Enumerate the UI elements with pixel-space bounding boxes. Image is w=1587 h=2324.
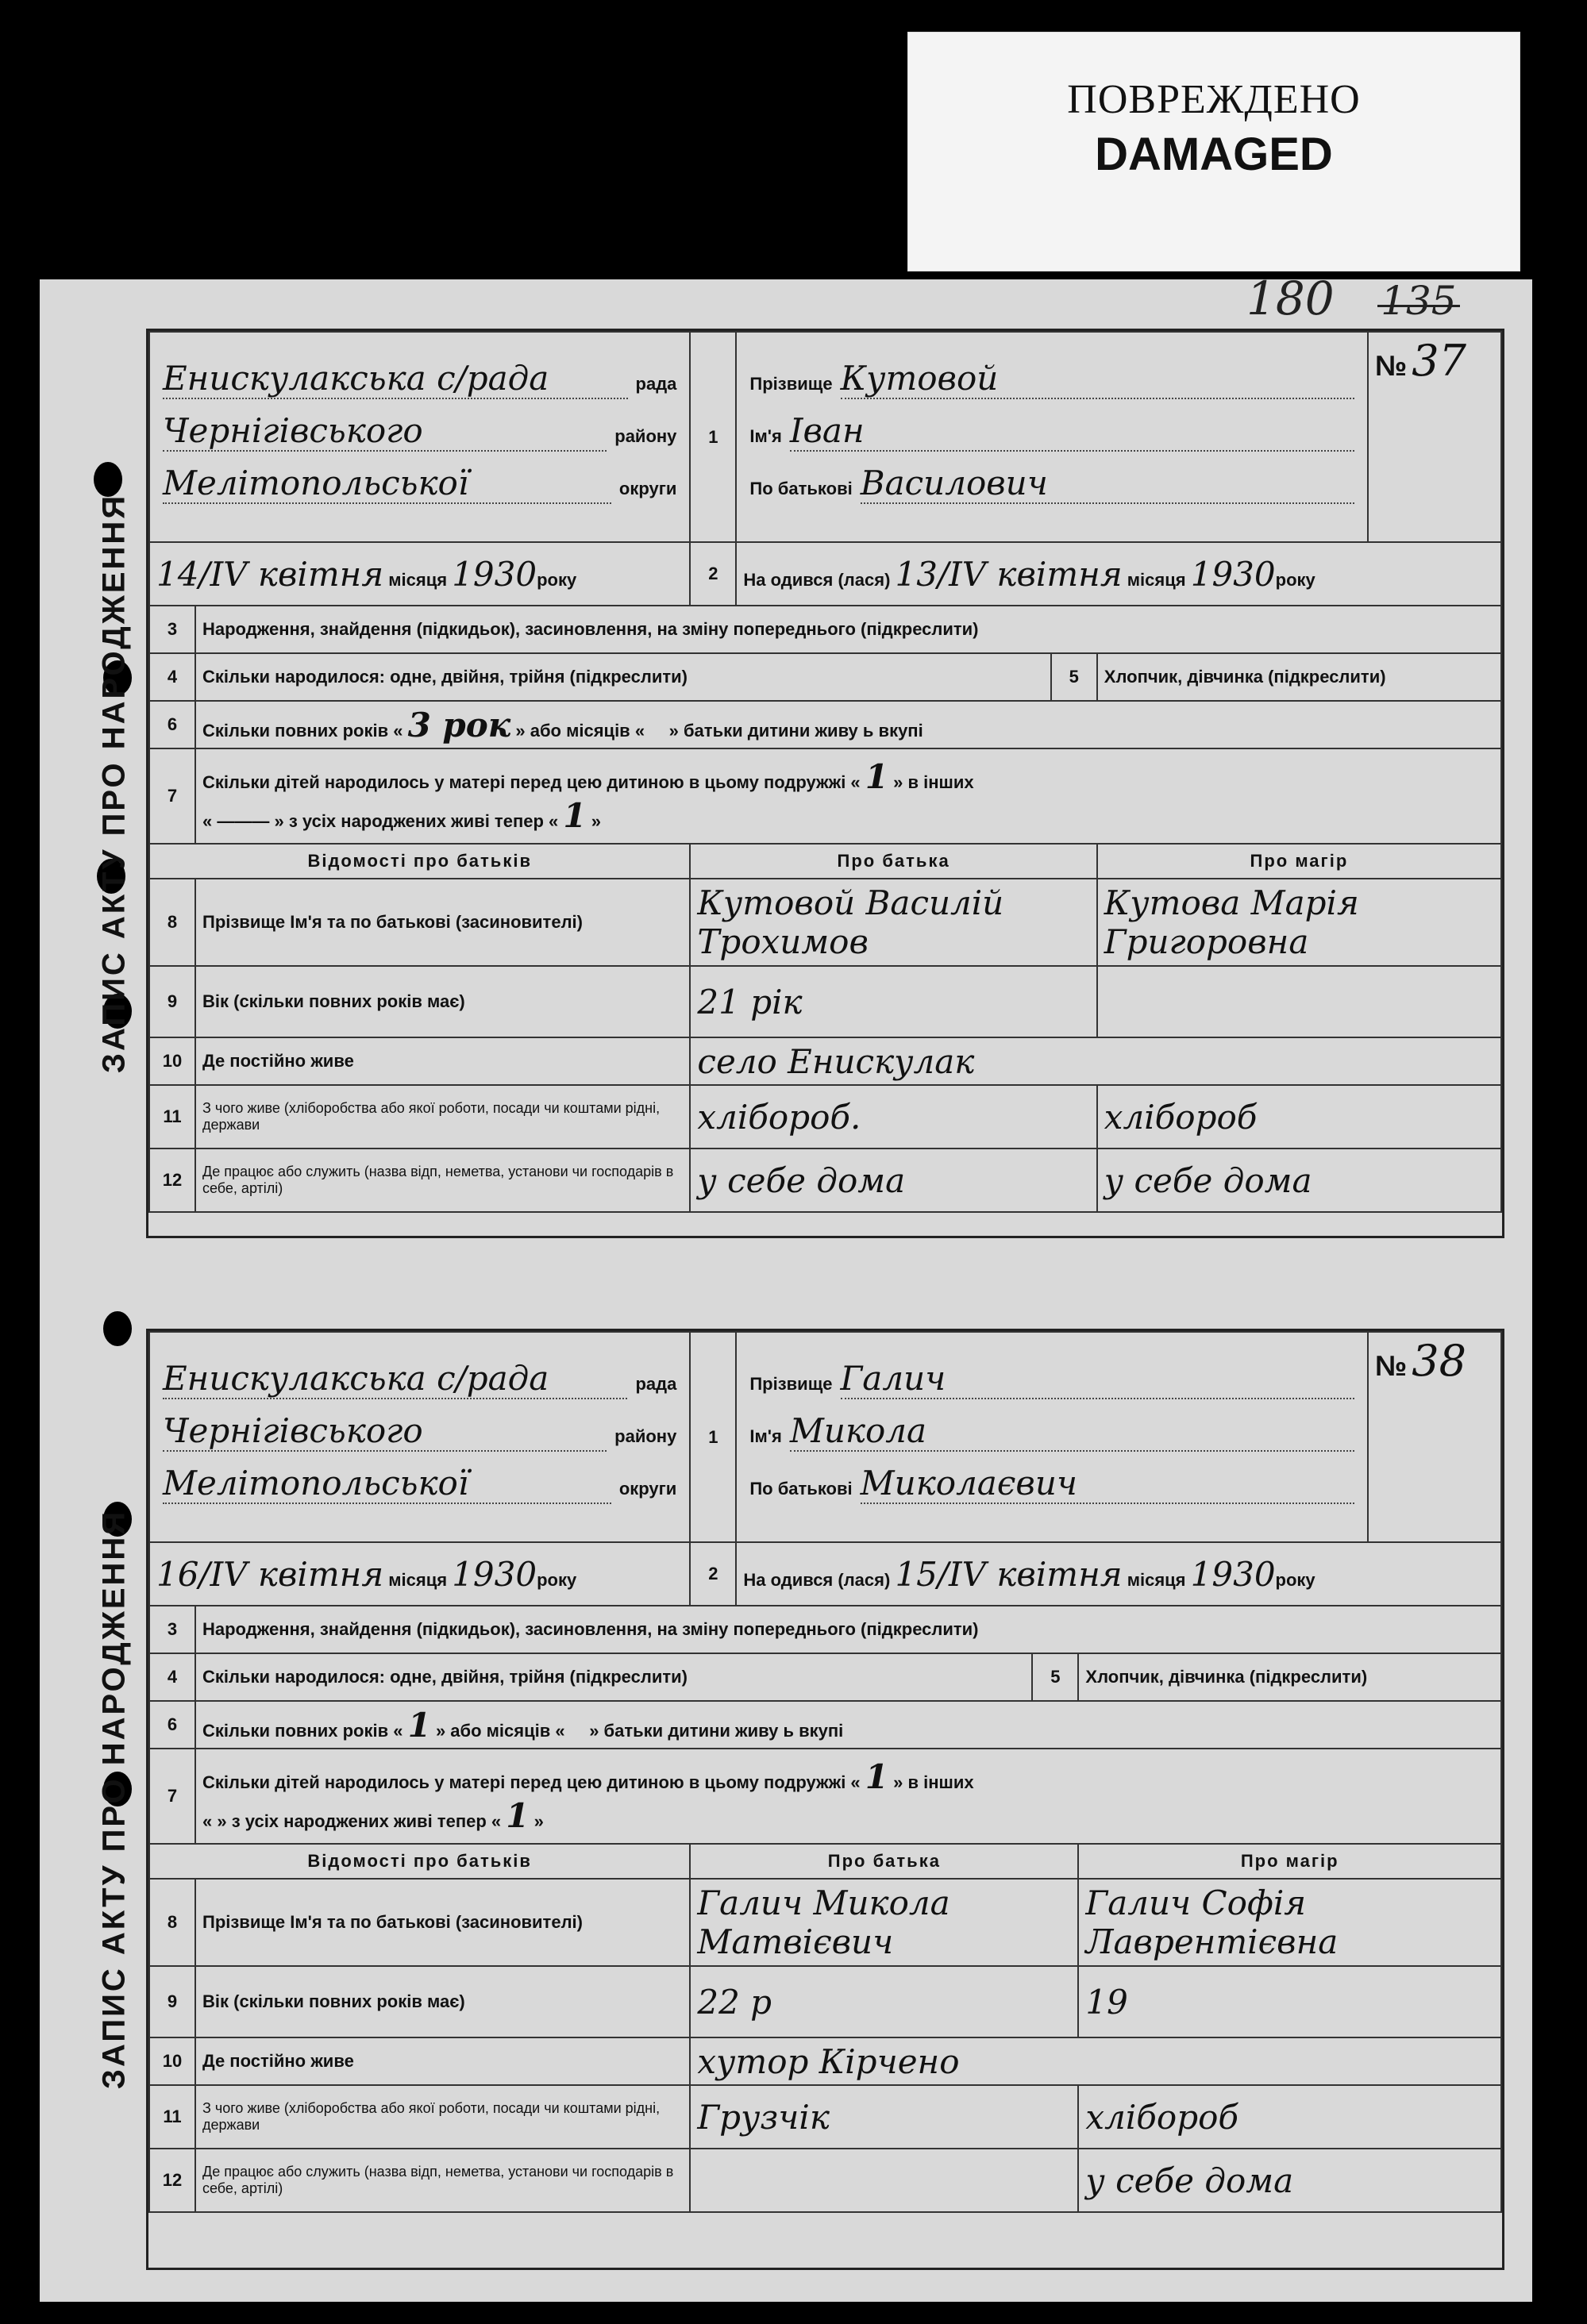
residence: село Енискулак (690, 1037, 1501, 1085)
child-name-block: Прізвище Галич Ім'я Микола По батькові Миколаєвич (736, 1332, 1368, 1542)
archive-number (1246, 271, 1457, 325)
stamp-en: DAMAGED (1095, 129, 1333, 180)
stamp-ua: ПОВРЕЖДЕНО (1067, 77, 1361, 122)
registry-block: Енискулакська с/рада рада Чернігівського району Мелітопольської округи (149, 1332, 690, 1542)
record-number: № 38 (1368, 1332, 1501, 1542)
okrug: Мелітопольської (163, 1464, 611, 1504)
registration-date: 14/IV квітня місяця 1930року (149, 542, 690, 606)
residence: хутор Кірчено (690, 2037, 1501, 2085)
row-6: Скільки повних років « 3 рок » або місяців « » батьки дитини живу ь вкупі (195, 701, 1501, 748)
father-occupation: Грузчік (690, 2085, 1078, 2149)
row-4: Скільки народилося: одне, двійня, трійня (підкреслити) (195, 1653, 1032, 1701)
father-age: 22 р (690, 1966, 1078, 2037)
child-surname: Галич (841, 1359, 1355, 1399)
row-4: Скільки народилося: одне, двійня, трійня (підкреслити) (195, 653, 1051, 701)
row-3: Народження, знайдення (підкидьок), засиновлення, на зміну попереднього (підкреслити) (195, 606, 1501, 653)
father-name: Кутовой Василій Трохимов (690, 879, 1096, 966)
child-name: Микола (790, 1411, 1354, 1452)
record-form: Енискулакська с/рада рада Чернігівського району Мелітопольської округи 1 Прізвище Галич Ім'я Микола По батькові Миколаєвич № 38 16/IV квітня місяця 1930року 2 На одився (лася) 15/IV квітня місяця 1930року 3 Народження, знайдення (підкидьок), засиновлення, на зміну попереднього (підкреслити) 4 Скільки народилося: одне, двійня, трійня (підкреслити) 5 Хлопчик, дівчинка (підкреслити) 6 Скільки повних років « 1 » або місяців « » батьки дитини живу ь вкупі 7 Скільки дітей народилось у матері перед цею дитиною в цьому подружжі « 1 » в інших « » з усіх народжених живі тепер « 1 » Відомості про батьків Про батька Про магір 8 Прізвище Ім'я та по батькові (засиновителі) Галич Микола Матвієвич Галич Софія Лаврентієвна 9 Вік (скільки повних років має) 22 р 19 10 Де постійно живе хутор Кірчено 11 З чого живе (хліборобства або якої роботи, посади чи коштами рідні, держави Грузчік хлібороб 12 Де працює або служить (назва відп, неметва, установи чи господарів в себе, артілі) у себе дома (148, 1331, 1502, 2213)
council: Енискулакська с/рада (163, 1359, 627, 1399)
birth-record-38 (96, 1329, 1504, 2270)
district: Чернігівського (163, 411, 607, 452)
registration-date: 16/IV квітня місяця 1930року (149, 1542, 690, 1606)
father-name: Галич Микола Матвієвич (690, 1879, 1078, 1966)
child-patronymic: Василович (861, 464, 1354, 504)
record-side-title: ЗАПИС АКТУ ПРО НАРОДЖЕННЯ (96, 1509, 132, 2090)
mother-name: Галич Софія Лаврентієвна (1078, 1879, 1501, 1966)
father-occupation: хлібороб. (690, 1085, 1096, 1149)
mother-occupation: хлібороб (1097, 1085, 1501, 1149)
row-7: Скільки дітей народилось у матері перед цею дитиною в цьому подружжі « 1 » в інших « » з усіх народжених живі тепер « 1 » (195, 1749, 1501, 1844)
birth-date: На одився (лася) 15/IV квітня місяця 1930року (736, 1542, 1501, 1606)
row-5: Хлопчик, дівчинка (підкреслити) (1097, 653, 1501, 701)
row-5: Хлопчик, дівчинка (підкреслити) (1078, 1653, 1501, 1701)
mother-name: Кутова Марія Григоровна (1097, 879, 1501, 966)
council: Енискулакська с/рада (163, 359, 628, 399)
okrug: Мелітопольської (163, 464, 611, 504)
record-number: № 37 (1368, 332, 1501, 542)
archive-number-old: 135 (1381, 278, 1457, 324)
mother-age: 19 (1078, 1966, 1501, 2037)
archive-number-new: 180 (1246, 271, 1335, 325)
child-name-block: Прізвище Кутовой Ім'я Іван По батькові Василович (736, 332, 1368, 542)
father-age: 21 рік (690, 966, 1096, 1037)
record-side-title: ЗАПИС АКТУ ПРО НАРОДЖЕННЯ (96, 493, 132, 1074)
row-3: Народження, знайдення (підкидьок), засиновлення, на зміну попереднього (підкреслити) (195, 1606, 1501, 1653)
register-page (40, 271, 1532, 2302)
child-name: Іван (790, 411, 1354, 452)
mother-occupation: хлібороб (1078, 2085, 1501, 2149)
mother-work: у себе дома (1097, 1149, 1501, 1212)
row-7: Скільки дітей народилось у матері перед цею дитиною в цьому подружжі « 1 » в інших « ——— » з усіх народжених живі тепер « 1 » (195, 748, 1501, 844)
birth-date: На одився (лася) 13/IV квітня місяця 1930року (736, 542, 1501, 606)
child-surname: Кутовой (841, 359, 1354, 399)
father-work: у себе дома (690, 1149, 1096, 1212)
child-patronymic: Миколаєвич (861, 1464, 1354, 1504)
district: Чернігівського (163, 1411, 607, 1452)
record-form: Енискулакська с/рада рада Чернігівського району Мелітопольської округи 1 Прізвище Кутовой Ім'я Іван По батькові Василович № 37 14/IV квітня місяця 1930року 2 На одився (лася) 13/IV квітня місяця 1930року 3 Народження, знайдення (підкидьок), засиновлення, на зміну попереднього (підкреслити) 4 Скільки народилося: одне, двійня, трійня (підкреслити) 5 Хлопчик, дівчинка (підкреслити) 6 Скільки повних років « 3 рок » або місяців « » батьки дитини живу ь вкупі 7 Скільки дітей народилось у матері перед цею дитиною в цьому подружжі « 1 » в інших « ——— » з усіх народжених живі тепер « 1 » Відомості про батьків Про батька Про магір 8 Прізвище Ім'я та по батькові (засиновителі) Кутовой Василій Трохимов Кутова Марія Григоровна 9 Вік (скільки повних років має) 21 рік 10 Де постійно живе село Енискулак 11 З чого живе (хліборобства або якої роботи, посади чи коштами рідні, держави хлібороб. хлібороб 12 Де працює або служить (назва відп, неметва, установи чи господарів в себе, артілі) у себе дома у себе дома (148, 331, 1502, 1213)
mother-work: у себе дома (1078, 2149, 1501, 2212)
registry-block: Енискулакська с/рада рада Чернігівського району Мелітопольської округи (149, 332, 690, 542)
row-6: Скільки повних років « 1 » або місяців « » батьки дитини живу ь вкупі (195, 1701, 1501, 1749)
birth-record-37 (96, 329, 1504, 1238)
damaged-stamp (907, 32, 1520, 271)
